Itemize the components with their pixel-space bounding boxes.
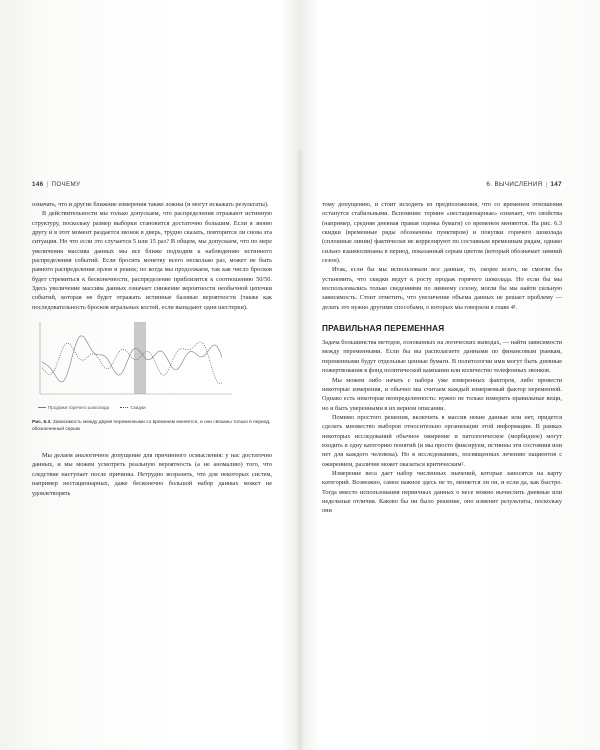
figure-caption [32, 419, 272, 433]
legend-solid-label: Продажи горячего шоколада [48, 405, 110, 411]
left-paragraph-3: Мы делаем аналогичное допущение для причинного осмысления: у нас достаточно данных, и мы можем усмотреть реальную вероятность (а не аномалию) того, что следствие наступает после причины. Нетрудно возразить, что для некоторых систем, например нестационарных, даже бесконечно большой набор данных может не удовлетворять [32, 452, 272, 497]
right-paragraph-2: Итак, если бы мы использовали все данные, то, скорее всего, не смогли бы установить, что скидки ведут к росту продаж горячего шоколада. Но если бы мы воспользовались только сведениями по зимнему сезону, могли бы мы найти сильную зависимость. Стоит отметить, что увеличение объема данных не решает проблему — делать это нужно другими способами, о которых мы говорили в главе 4¹. [322, 266, 562, 311]
right-paragraph-1: тому допущению, и стоит исходить из предположения, что со временем отношения останутся стабильными. Вспомним: термин «нестационарные» означает, что свойства (например, средняя дневная правая оценка бумаги) со временем меняются. На рис. 6.3 скидки (временные ряды обозначены пунктиром) и покупки горячего шоколада (сплошные линии) фактически не коррелируют по составным временным рядам, однако сильно взаимосвязаны в период, показанный серым цветом (который обозначает зимний сезон). [322, 201, 562, 265]
right-page-number: 147 [550, 181, 562, 188]
right-paragraph-5: Помимо простого решения, включить в массив некие данные или нет, придется сделать множество выборов относительно организации этой информации. В рамках некоторых исследований обычное ожирение и патологическое (морбидное) могут входить в одну категорию понятий (и мы просто фиксируем, истинны эти состояния или нет для каждого человека). Но в исследованиях, посвященных лечению пациентов с ожирением, различие может оказаться критическим². [322, 413, 562, 468]
right-page [322, 180, 562, 516]
figure-caption-label: Рис. 6.3. [32, 420, 52, 426]
book-gutter [296, 150, 304, 750]
discounts-series [42, 342, 222, 384]
dotted-line-icon [120, 407, 128, 408]
right-paragraph-4: Мы можем либо начать с набора уже измеренных факторов, либо провести некоторые измерения, и обычно мы считаем каждый измеряемый фактор переменной. Однако есть некоторая неопределенность: нужно не только измерить правильные вещи, но и быть уверенными в их верном описании. [322, 376, 562, 412]
line-chart [32, 320, 252, 402]
right-paragraph-3: Задача большинства методов, основанных на логических выводах, — найти зависимости между переменными. Если бы вы располагаете данными по финансовым рынкам, переменными будут отдельные ценные бумаги. В политологии ими могут быть дневные пожертвования в фонд политической кампании или количество телефонных звонков. [322, 339, 562, 375]
left-page [32, 180, 272, 498]
left-paragraph-1: означать, что и другие ближние измерения также ложны (и могут искажать результаты). [32, 201, 269, 208]
left-page-number: 146 [32, 181, 44, 188]
winter-band [134, 322, 146, 394]
figure-caption-text: Зависимость между двумя переменными со временем меняется, и они связаны только в период, обозначенный серым [32, 420, 271, 433]
right-paragraph-6: Измерение веса дает набор численных значений, которые заносятся на карту категорий. Возможно, самое важное здесь не то, меняется ли он, и если да, как быстро. Тогда вместо использования первичных данных о весе можно вычислить дневные или недельные отличия. Каково бы ни было решение, оно изменит результаты, поскольку они [322, 469, 562, 515]
figure-6-3 [32, 320, 272, 410]
hot-chocolate-series [42, 336, 222, 382]
left-running-head: 146 | ПОЧЕМУ [32, 181, 81, 188]
left-running-title: ПОЧЕМУ [51, 181, 81, 188]
solid-line-icon [38, 407, 46, 408]
right-running-title: 6. ВЫЧИСЛЕНИЯ [486, 181, 543, 188]
right-running-head: 6. ВЫЧИСЛЕНИЯ | 147 [486, 181, 562, 188]
legend-dotted [120, 405, 145, 410]
legend-dotted-label: Скидки [130, 405, 146, 411]
left-paragraph-2: В действительности мы только допускаем, что распределения отражают истинную структуру, поскольку размер выборки становится достаточно большим. Если я звоню другу и в этот момент раздается звонок в дверь, трудно сказать, повторится ли снова эта ситуация. Но что если это случается 5 или 15 раз? В общем, мы допускаем, что по мере увеличения массива данных мы все ближе подходим к наблюдению истинного распределения событий. Если бросить монетку всего несколько раз, может не быть равного распределения орлов и решек; но когда мы продолжаем, так как число бросков будет стремиться к бесконечности, распределение приблизится к соотношению 50/50. Здесь увеличение массива данных означает снижение вероятности необычной цепочки событий, которая не будет отражать истинные базовые вероятности (также как последовательность бросков игральных костей, если выпадают одни шестерки). [32, 210, 272, 311]
section-title: ПРАВИЛЬНАЯ ПЕРЕМЕННАЯ [322, 324, 445, 334]
figure-legend [38, 405, 272, 410]
legend-solid [38, 405, 109, 410]
